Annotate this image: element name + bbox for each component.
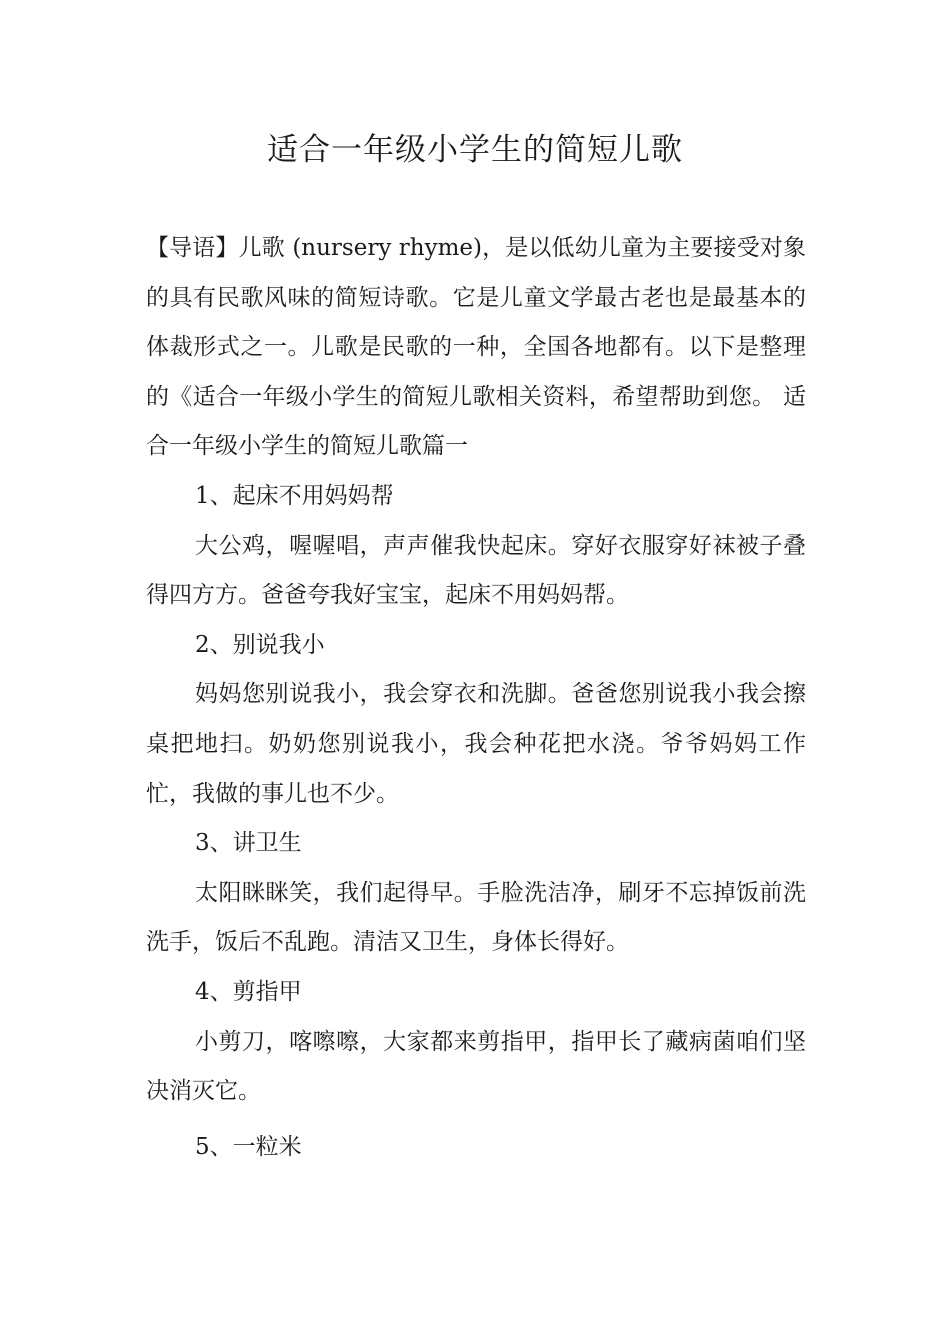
document-body <box>146 224 806 1172</box>
rhyme-text-3: 太阳眯眯笑，我们起得早。手脸洗洁净，刷牙不忘掉饭前洗洗手，饭后不乱跑。清洁又卫生，身体长得好。 <box>146 879 806 956</box>
rhyme-heading-3: 3、讲卫生 <box>195 830 302 857</box>
rhyme-heading-1: 1、起床不用妈妈帮 <box>195 482 394 509</box>
rhyme-heading-2: 2、别说我小 <box>195 631 325 658</box>
rhyme-heading-4: 4、剪指甲 <box>195 978 302 1005</box>
document-title: 适合一年级小学生的简短儿歌 <box>267 132 683 168</box>
rhyme-heading-5: 5、一粒米 <box>195 1133 302 1160</box>
rhyme-text-2: 妈妈您别说我小，我会穿衣和洗脚。爸爸您别说我小我会擦桌把地扫。奶奶您别说我小，我会种花把水浇。爷爷妈妈工作忙，我做的事儿也不少。 <box>146 681 806 807</box>
rhyme-text-1: 大公鸡，喔喔唱，声声催我快起床。穿好衣服穿好袜被子叠得四方方。爸爸夸我好宝宝，起床不用妈妈帮。 <box>146 532 806 609</box>
rhyme-text-4: 小剪刀，喀嚓嚓，大家都来剪指甲，指甲长了藏病菌咱们坚决消灭它。 <box>146 1028 806 1105</box>
intro-paragraph: 【导语】儿歌 (nursery rhyme)，是以低幼儿童为主要接受对象的具有民歌风味的简短诗歌。它是儿童文学最古老也是最基本的体裁形式之一。儿歌是民歌的一种，全国各地都有。以下是整理的《适合一年级小学生的简短儿歌相关资料，希望帮助到您。 适合一年级小学生的简短儿歌篇一 <box>146 235 806 460</box>
